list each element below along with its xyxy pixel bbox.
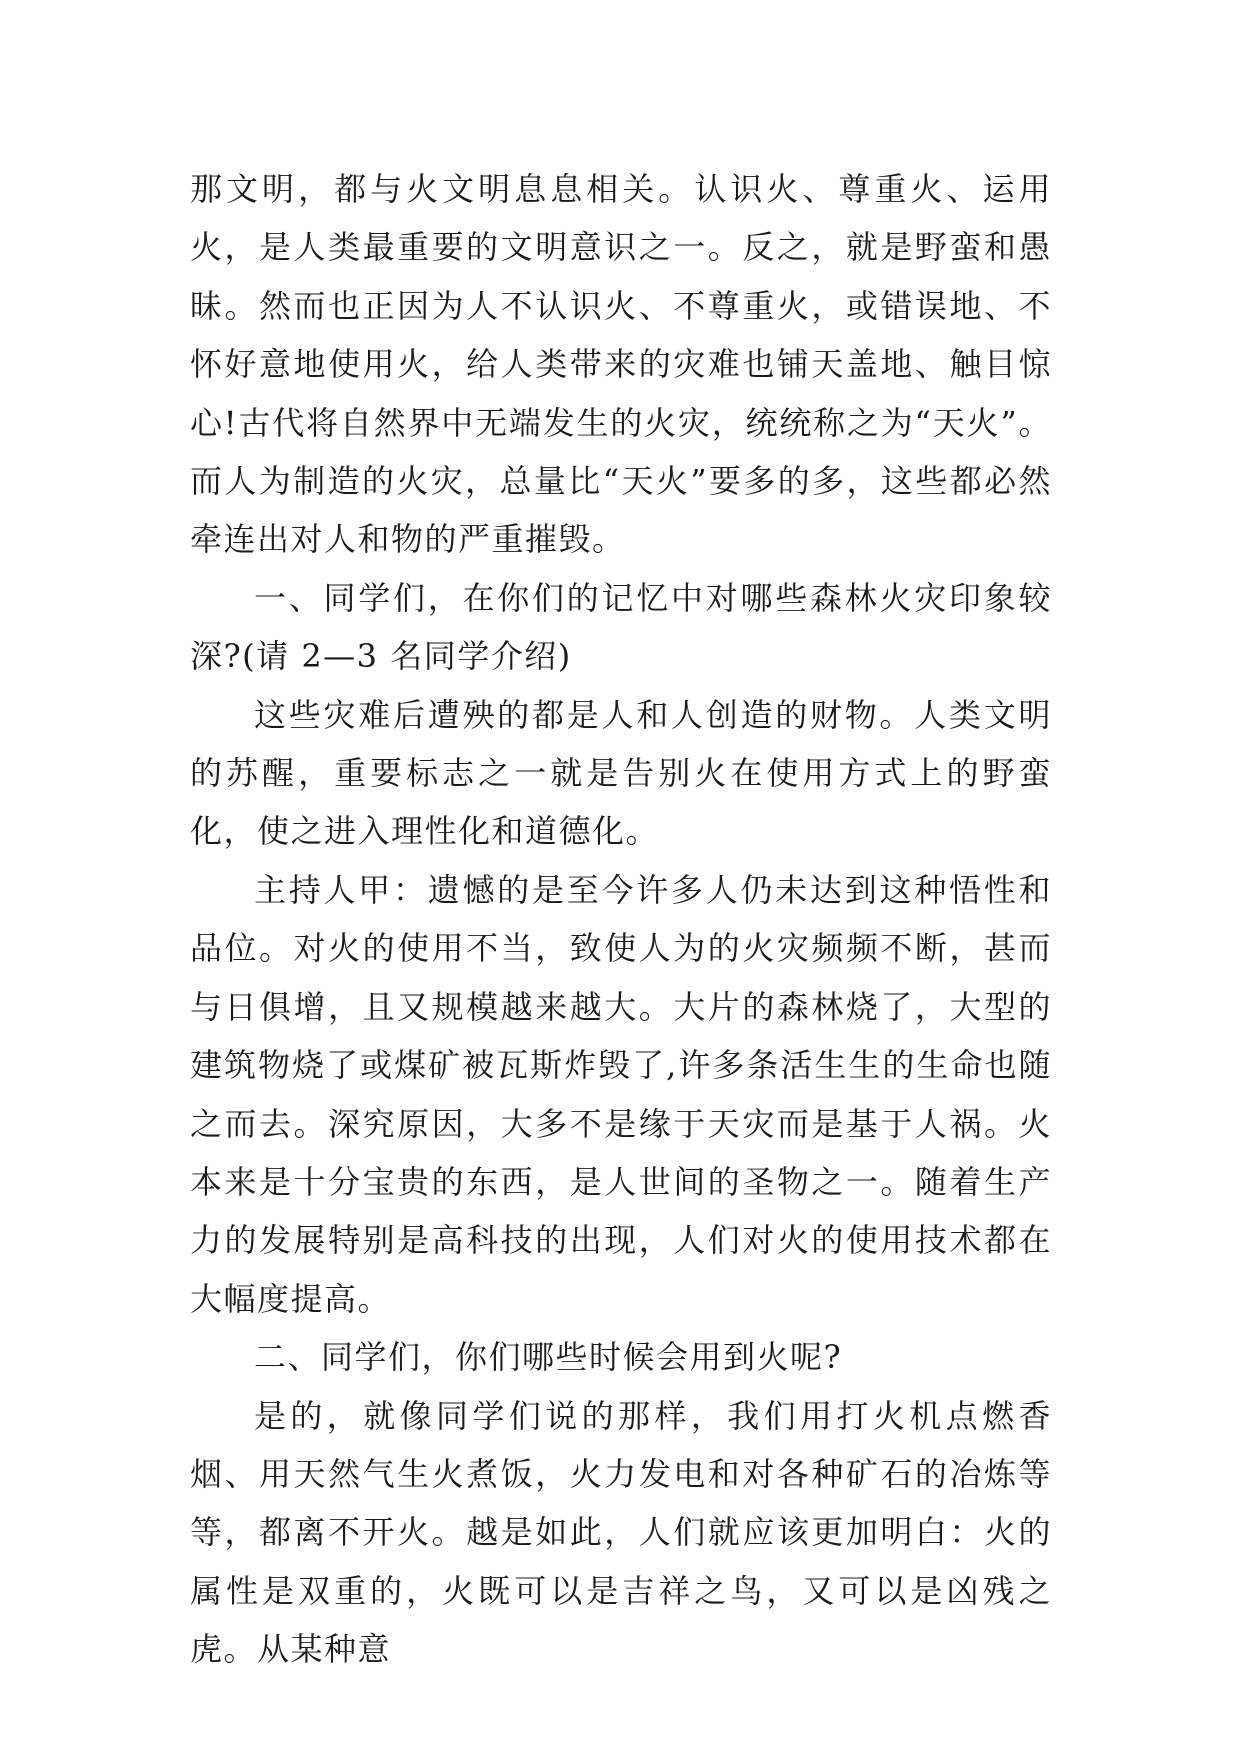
paragraph-2-question-one: 一、同学们，在你们的记忆中对哪些森林火灾印象较深?(请 2—3 名同学介绍): [190, 578, 1052, 676]
paragraph-3: 这些灾难后遭殃的都是人和人创造的财物。人类文明的苏醒，重要标志之一就是告别火在使用方式上的野蛮化，使之进入理性化和道德化。: [190, 695, 1052, 851]
body-text: [190, 160, 1052, 1679]
paragraph-5-question-two: 二、同学们，你们哪些时候会用到火呢?: [254, 1338, 843, 1377]
paragraph-4-host-a: 主持人甲：遗憾的是至今许多人仍未达到这种悟性和品位。对火的使用不当，致使人为的火灾频频不断，甚而与日俱增，且又规模越来越大。大片的森林烧了，大型的建筑物烧了或煤矿被瓦斯炸毁了,许多条活生生的生命也随之而去。深究原因，大多不是缘于天灾而是基于人祸。火本来是十分宝贵的东西，是人世间的圣物之一。随着生产力的发展特别是高科技的出现，人们对火的使用技术都在大幅度提高。: [190, 870, 1052, 1318]
paragraph-1: 那文明，都与火文明息息相关。认识火、尊重火、运用火，是人类最重要的文明意识之一。反之，就是野蛮和愚昧。然而也正因为人不认识火、不尊重火，或错误地、不怀好意地使用火，给人类带来的灾难也铺天盖地、触目惊心!古代将自然界中无端发生的火灾，统统称之为“天火”。而人为制造的火灾，总量比“天火”要多的多，这些都必然牵连出对人和物的严重摧毁。: [190, 170, 1052, 559]
paragraph-6: 是的，就像同学们说的那样，我们用打火机点燃香烟、用天然气生火煮饭，火力发电和对各种矿石的冶炼等等，都离不开火。越是如此，人们就应该更加明白：火的属性是双重的，火既可以是吉祥之鸟，又可以是凶残之虎。从某种意: [190, 1396, 1052, 1669]
